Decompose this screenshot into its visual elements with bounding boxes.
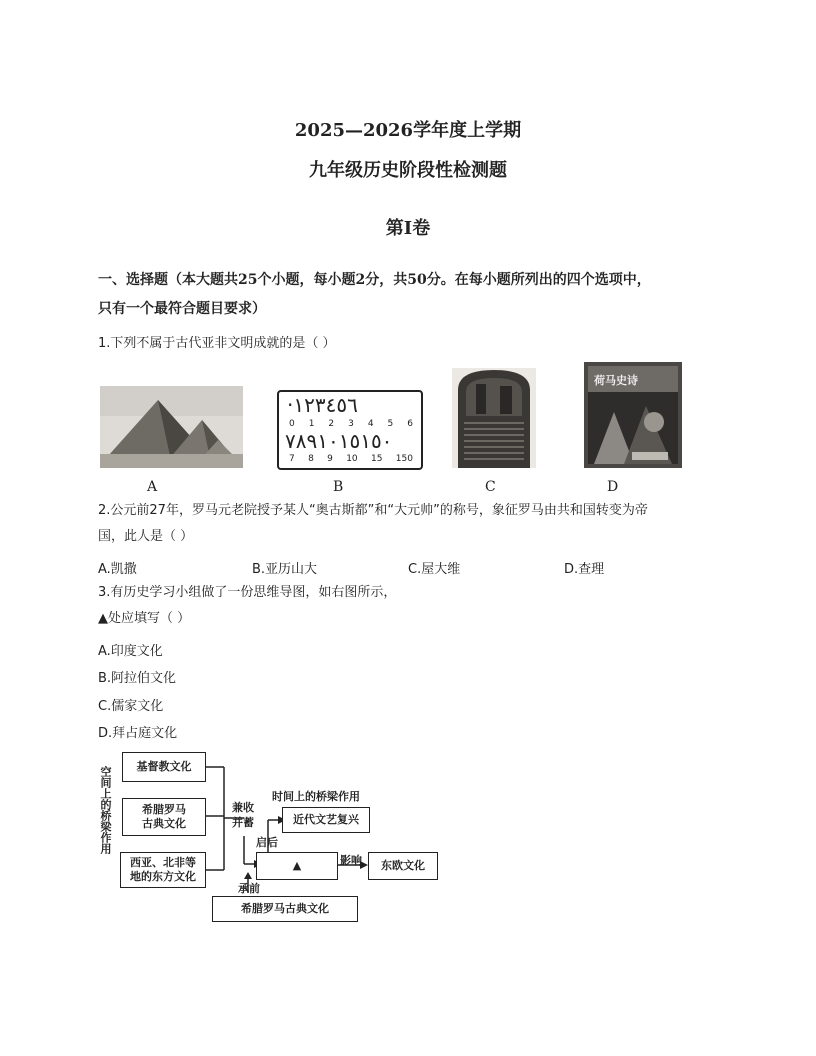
mindmap-box-center: [256, 852, 338, 880]
q2-option-a[interactable]: A.凯撒: [98, 562, 137, 577]
q1-label-a: A: [147, 479, 158, 495]
mindmap-box-greco: [122, 798, 206, 836]
numeral-value: 2: [328, 419, 335, 429]
mindmap-influence: 影响: [340, 854, 362, 867]
exam-subtitle: 九年级历史阶段性检测题: [309, 160, 507, 181]
mindmap-box-christian: [122, 752, 206, 782]
numeral-value: 0: [289, 419, 295, 429]
numeral-value: 5: [387, 419, 394, 429]
q1-label-d: D: [607, 479, 619, 495]
q2-option-c[interactable]: C.屋大维: [408, 562, 461, 577]
arabic-numerals-image: [277, 390, 423, 470]
mindmap-box-greco-line1: 希腊罗马: [142, 803, 186, 816]
q1-label-c: C: [485, 479, 496, 495]
numeral-value: 15: [370, 454, 383, 464]
q3-option-b[interactable]: B.阿拉伯文化: [98, 671, 177, 686]
numeral-value: 10: [346, 454, 358, 464]
numeral-value: 1: [308, 419, 315, 429]
q3-stem-line2: ▲处应填写（ ）: [98, 611, 191, 626]
q2-stem-line1: 2.公元前27年，罗马元老院授予某人“奥古斯都”和“大元帅”的称号，象征罗马由共和国转变为帝: [98, 503, 648, 518]
pyramids-photo: [100, 386, 243, 468]
homer-epic-book-cover: [584, 362, 682, 468]
q3-option-c[interactable]: C.儒家文化: [98, 699, 164, 714]
mindmap-box-renaissance-text: 近代文艺复兴: [293, 813, 359, 826]
q2-option-b[interactable]: B.亚历山大: [252, 562, 318, 577]
mindmap-time-bridge: 时间上的桥梁作用: [272, 790, 360, 803]
section-heading-line1: 一、选择题（本大题共25个小题，每小题2分，共50分。在每小题所列出的四个选项中，: [98, 272, 651, 288]
q2-option-d[interactable]: D.查理: [564, 562, 605, 577]
mindmap-box-greco-line2: 古典文化: [142, 817, 186, 830]
mindmap-inherit: 承前: [238, 882, 260, 895]
numeral-value: 8: [308, 454, 314, 464]
volume-heading: 第I卷: [385, 218, 431, 239]
mindmap-box-greco-bottom-text: 希腊罗马古典文化: [241, 902, 329, 915]
mindmap-box-christian-text: 基督教文化: [136, 760, 192, 773]
q3-option-d[interactable]: D.拜占庭文化: [98, 726, 178, 741]
numeral-value: 150: [395, 454, 413, 464]
q1-stem: 1.下列不属于古代亚非文明成就的是（ ）: [98, 336, 336, 351]
section-heading-line2: 只有一个最符合题目要求）: [98, 301, 266, 317]
q3-stem-line1: 3.有历史学习小组做了一份思维导图，如右图所示，: [98, 585, 397, 600]
numeral-value: 3: [348, 419, 354, 429]
mindmap-box-east-europe-text: 东欧文化: [381, 859, 425, 872]
book-cover-title: 荷马史诗: [594, 374, 638, 387]
numeral-value: 7: [289, 454, 295, 464]
mindmap-absorb-line1: 兼收: [232, 801, 254, 814]
mindmap-box-east-line2: 地的东方文化: [130, 870, 196, 883]
q2-stem-line2: 国，此人是（ ）: [98, 529, 194, 544]
mindmap-box-east-europe: [368, 852, 438, 880]
mind-map-diagram: [96, 748, 456, 928]
numeral-value: 6: [407, 419, 413, 429]
hammurabi-stele-photo: [452, 368, 536, 468]
numeral-value: 4: [367, 419, 374, 429]
numerals-row1-glyphs: ·١٢٣٤٥٦: [287, 393, 358, 417]
mindmap-box-renaissance: [282, 807, 370, 833]
mindmap-center-triangle: ▲: [292, 859, 302, 872]
mindmap-absorb-line2: 并蓄: [232, 816, 254, 829]
exam-title: 2025—2026学年度上学期: [294, 120, 522, 141]
q1-label-b: B: [333, 479, 344, 495]
mindmap-box-greco-bottom: [212, 896, 358, 922]
q3-option-a[interactable]: A.印度文化: [98, 644, 163, 659]
mindmap-inspire: 启后: [256, 836, 278, 849]
mindmap-absorb: [232, 800, 254, 830]
mindmap-box-east-line1: 西亚、北非等: [130, 856, 196, 869]
numeral-value: 9: [327, 454, 333, 464]
mindmap-vertical-label: 空间上的桥梁作用: [99, 766, 112, 854]
numerals-row2-glyphs: ٧٨٩١٠١٥١٥٠: [285, 429, 393, 453]
mindmap-box-east: [120, 852, 206, 888]
